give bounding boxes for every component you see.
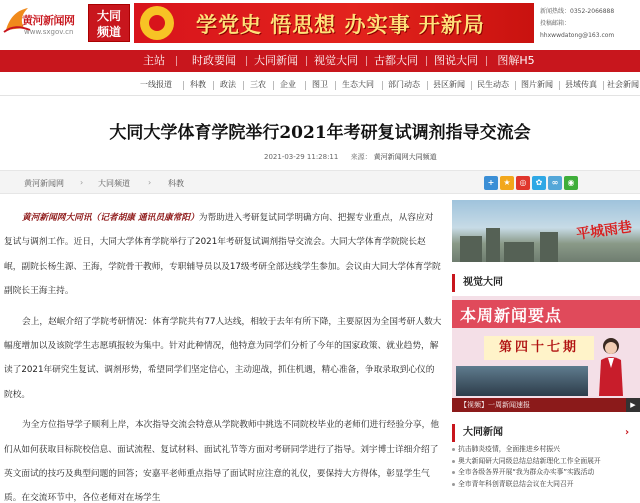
source-label: 来源： [350, 153, 372, 161]
sub-nav [0, 76, 640, 96]
subnav-divider [273, 81, 274, 90]
subnav-item[interactable]: 县域传真 [565, 80, 597, 89]
photo-building [540, 232, 558, 262]
article-paragraph [4, 206, 442, 304]
nav-divider [306, 56, 307, 66]
section-heading-text[interactable]: 视觉大同 [463, 277, 503, 288]
site-header [0, 0, 640, 46]
article-body [4, 206, 442, 503]
news-list [452, 444, 640, 490]
nav-item-politics[interactable]: 时政要闻 [192, 54, 236, 67]
news-list-item[interactable]: 抗击肺炎疫情，全面推进乡村振兴 [452, 444, 640, 456]
video-studio-image [456, 366, 588, 396]
article-meta [264, 152, 447, 162]
article-paragraph-text: 为帮助进入考研复试同学明确方向、把握专业重点，从容应对复试与调剂工作。近日，大同大学体育学院举行了2021年考研复试调剂指导交流会。大同大学体育学院院长赵岷，副院长杨生源、王海，学院骨干教师，专职辅导员以及17级考研全部达线学生参加。会议由大同大学体育学院副院长王海主持。 [4, 213, 441, 297]
subnav-divider [213, 81, 214, 90]
section-heading-visual [452, 274, 640, 292]
article-lead-tag: 黄河新闻网大同讯（记者胡康 通讯员康常阳） [22, 213, 199, 223]
share-wechat-icon[interactable]: ◉ [564, 176, 578, 190]
channel-label-1: 大同 [96, 9, 121, 23]
article-paragraph: 为全方位指导学子顺利上岸，本次指导交流会特意从学院教师中挑选不同院校毕业的老师们进行经验分享，他们从如何获取目标院校信息、面试流程、复试材料、面试礼节等方面对考研同学进行了指导。刘宇博士详细介绍了英文面试的技巧及典型问题的回答；安嘉平老师重点指导了面试时应注意的礼仪，要保持大方得体，彰显学生气质。在交流环节中，各位老师对在场学生 [4, 420, 439, 503]
nav-divider [366, 56, 367, 66]
breadcrumb-item[interactable]: 科教 [168, 179, 184, 188]
video-issue: 第四十七期 [484, 336, 594, 360]
weekly-news-video[interactable] [452, 296, 640, 412]
subnav-item[interactable]: 县区新闻 [433, 80, 465, 89]
nav-item-datong-news[interactable]: 大同新闻 [254, 54, 298, 67]
subnav-divider [515, 81, 516, 90]
breadcrumb-separator-icon: › [148, 178, 152, 187]
publish-date: 2021-03-29 11:28:11 [264, 153, 339, 161]
subnav-divider [335, 81, 336, 90]
news-list-item[interactable]: 奥大新闻研大同级总结总结新理化工作全面展开 [452, 456, 640, 468]
photo-building [460, 236, 482, 262]
breadcrumb-separator-icon: › [80, 178, 84, 187]
video-title: 本周新闻要点 [460, 306, 563, 325]
nav-item-ancient-capital[interactable]: 古都大同 [374, 54, 418, 67]
subnav-divider [471, 81, 472, 90]
share-favorite-icon[interactable]: ★ [500, 176, 514, 190]
subnav-item[interactable]: 图卫 [312, 80, 328, 89]
subnav-item[interactable]: 生态大同 [342, 80, 374, 89]
more-chevron-icon[interactable]: › [625, 427, 630, 438]
nav-divider [176, 56, 177, 66]
nav-divider [486, 56, 487, 66]
banner-slogan: 学党史 悟思想 办实事 开新局 [196, 13, 485, 37]
subnav-divider [183, 81, 184, 90]
share-link-icon[interactable]: ∞ [548, 176, 562, 190]
section-heading-news [452, 424, 640, 442]
nav-item-picture-talk[interactable]: 图说大同 [434, 54, 478, 67]
play-icon[interactable]: ▶ [626, 398, 640, 412]
main-nav [0, 50, 640, 72]
logo-domain: www.sxgov.cn [24, 28, 74, 36]
party-history-banner [134, 3, 534, 43]
subnav-item[interactable]: 民生动态 [477, 80, 509, 89]
share-qzone-icon[interactable]: ✿ [532, 176, 546, 190]
contact-info [540, 6, 640, 42]
subnav-item[interactable]: 社会新闻 [607, 80, 639, 89]
nav-item-visual[interactable]: 视觉大同 [314, 54, 358, 67]
channel-badge[interactable] [88, 4, 130, 42]
subnav-item[interactable]: 一线报道 [140, 80, 172, 89]
subnav-item[interactable]: 企业 [280, 80, 296, 89]
section-heading-text[interactable]: 大同新闻 [463, 427, 503, 438]
nav-divider [246, 56, 247, 66]
share-weibo-icon[interactable]: ◎ [516, 176, 530, 190]
photo-building [504, 242, 534, 262]
contact-email: 投稿邮箱：hhxwwdatong@163.com [540, 20, 615, 39]
nav-item-home[interactable]: 主站 [143, 54, 165, 67]
news-list-item[interactable]: 全市各级各界开展“我为群众办实事”实践活动 [452, 467, 640, 479]
article-paragraph: 会上，赵岷介绍了学院考研情况：体育学院共有77人达线，相较于去年有所下降，主要原因为全国考研人数大幅度增加以及该院学生志愿填报较为集中。针对此种情况，他特意为同学们分析了今年的国家政策、就业趋势，解读了2021年研究生复试、调剂形势，希望同学们坚定信心，主动迎战，抓住机遇，精心准备，争取录取到心仪的院校。 [4, 316, 442, 400]
news-anchor-figure-icon [596, 336, 626, 396]
photo-building [486, 228, 500, 262]
subnav-divider [243, 81, 244, 90]
contact-phone: 新闻热线：0352-2066888 [540, 8, 615, 15]
channel-label-2: 频道 [96, 25, 121, 39]
subnav-item[interactable]: 三农 [250, 80, 266, 89]
subnav-divider [603, 81, 604, 90]
nav-item-h5[interactable]: 图解H5 [497, 54, 535, 67]
nav-divider [426, 56, 427, 66]
party-emblem-icon [140, 6, 174, 40]
breadcrumb-item[interactable]: 黄河新闻网 [24, 179, 64, 188]
subnav-divider [427, 81, 428, 90]
video-caption-bar: 【视频】一周新闻速报 [452, 398, 640, 412]
logo-name: 黄河新闻网 [22, 14, 75, 27]
article-source[interactable]: 黄河新闻网大同频道 [373, 153, 437, 161]
news-list-item[interactable]: 全市青年科创青联总结会议在大同召开 [452, 479, 640, 491]
breadcrumb-item[interactable]: 大同频道 [98, 179, 130, 188]
photo-caption: 平城雨巷 [575, 219, 633, 243]
subnav-item[interactable]: 科教 [190, 80, 206, 89]
article-title: 大同大学体育学院举行2021年考研复试调剂指导交流会 [109, 123, 531, 143]
feature-photo[interactable] [452, 200, 640, 262]
subnav-divider [305, 81, 306, 90]
subnav-divider [382, 81, 383, 90]
subnav-item[interactable]: 政法 [220, 80, 236, 89]
share-more-icon[interactable]: + [484, 176, 498, 190]
subnav-item[interactable]: 部门动态 [388, 80, 420, 89]
subnav-item[interactable]: 图片新闻 [521, 80, 553, 89]
subnav-divider [559, 81, 560, 90]
site-logo[interactable] [2, 4, 84, 42]
